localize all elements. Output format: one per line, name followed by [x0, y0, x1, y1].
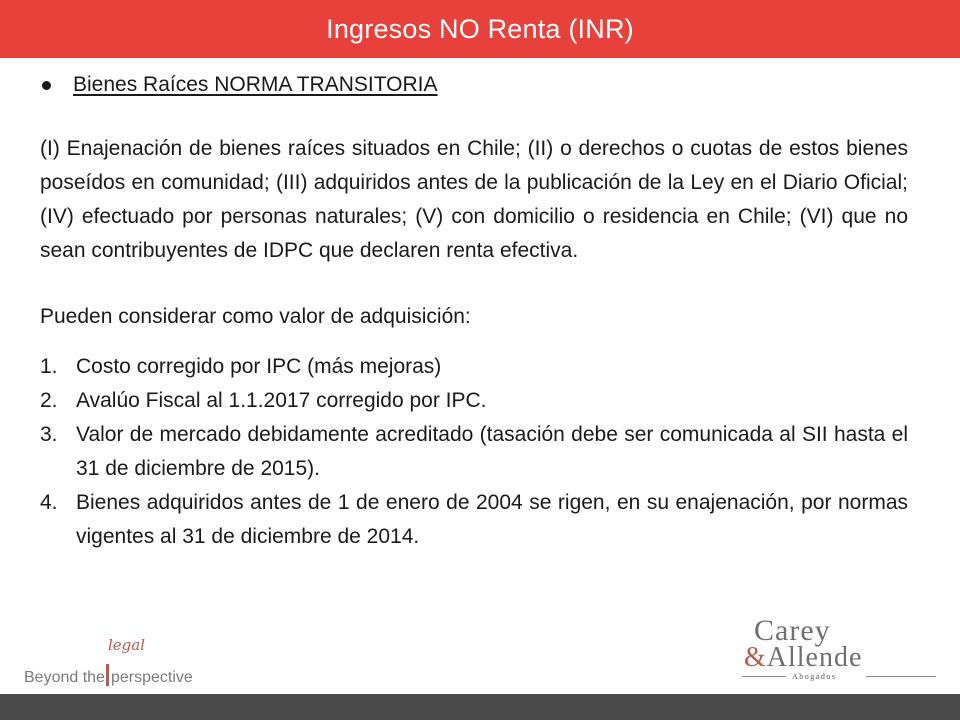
- bullet-label-part2: NORMA TRANSITORIA: [214, 73, 438, 96]
- list-item: [40, 486, 908, 554]
- list-item-number: 1.: [40, 355, 58, 378]
- logo-allende: Allende: [766, 642, 863, 673]
- logo-tag-after: perspective: [110, 669, 193, 686]
- logo-abogados: Abogados: [792, 672, 837, 681]
- slide-content: [40, 68, 908, 554]
- list-item-text: Avalúo Fiscal al 1.1.2017 corregido por IPC.: [76, 389, 487, 412]
- logo-tagline: [24, 664, 193, 687]
- list-item: [40, 350, 908, 384]
- logo-allende-line: [744, 642, 862, 674]
- beyond-the-perspective-logo: [22, 632, 222, 692]
- list-item-text: Bienes adquiridos antes de 1 de enero de 2004 se rigen, en su enajenación, por normas vigentes al 31 de diciembre de 2014.: [76, 491, 908, 548]
- acquisition-value-list: [40, 350, 908, 554]
- logo-carey: Carey: [754, 614, 831, 647]
- logo-red-bar: [106, 664, 109, 686]
- list-item-number: 2.: [40, 389, 58, 412]
- bullet-heading: [40, 68, 908, 102]
- list-item-number: 4.: [40, 491, 58, 514]
- paragraph-conditions: (I) Enajenación de bienes raíces situados en Chile; (II) o derechos o cuotas de estos bienes poseídos en comunidad; (III) adquiridos antes de la publicación de la Ley en el Diario Oficial; (IV) efectuado por personas naturales; (V) con domicilio o residencia en Chile; (VI) que no sean contribuyentes de IDPC que declaren renta efectiva.: [40, 137, 908, 262]
- footer-bar: [0, 694, 960, 720]
- list-item: [40, 418, 908, 486]
- paragraph-intro: Pueden considerar como valor de adquisición:: [40, 305, 471, 328]
- list-item-text: Valor de mercado debidamente acreditado (tasación debe ser comunicada al SII hasta el 31 de diciembre de 2015).: [76, 423, 908, 480]
- logo-legal-word: legal: [108, 636, 146, 654]
- page-title: Ingresos NO Renta (INR): [326, 13, 634, 44]
- title-bar: [0, 0, 960, 58]
- carey-allende-logo: [742, 614, 942, 684]
- logo-rule-right: [866, 676, 936, 677]
- list-item: [40, 384, 908, 418]
- list-item-number: 3.: [40, 423, 58, 446]
- bullet-label-part1: Bienes Raíces: [73, 73, 215, 96]
- logo-rule-left: [742, 676, 786, 677]
- logo-ampersand: &: [744, 642, 767, 673]
- bullet-dot-icon: [42, 81, 51, 90]
- logo-tag-before: Beyond the: [24, 669, 105, 686]
- list-item-text: Costo corregido por IPC (más mejoras): [76, 355, 442, 378]
